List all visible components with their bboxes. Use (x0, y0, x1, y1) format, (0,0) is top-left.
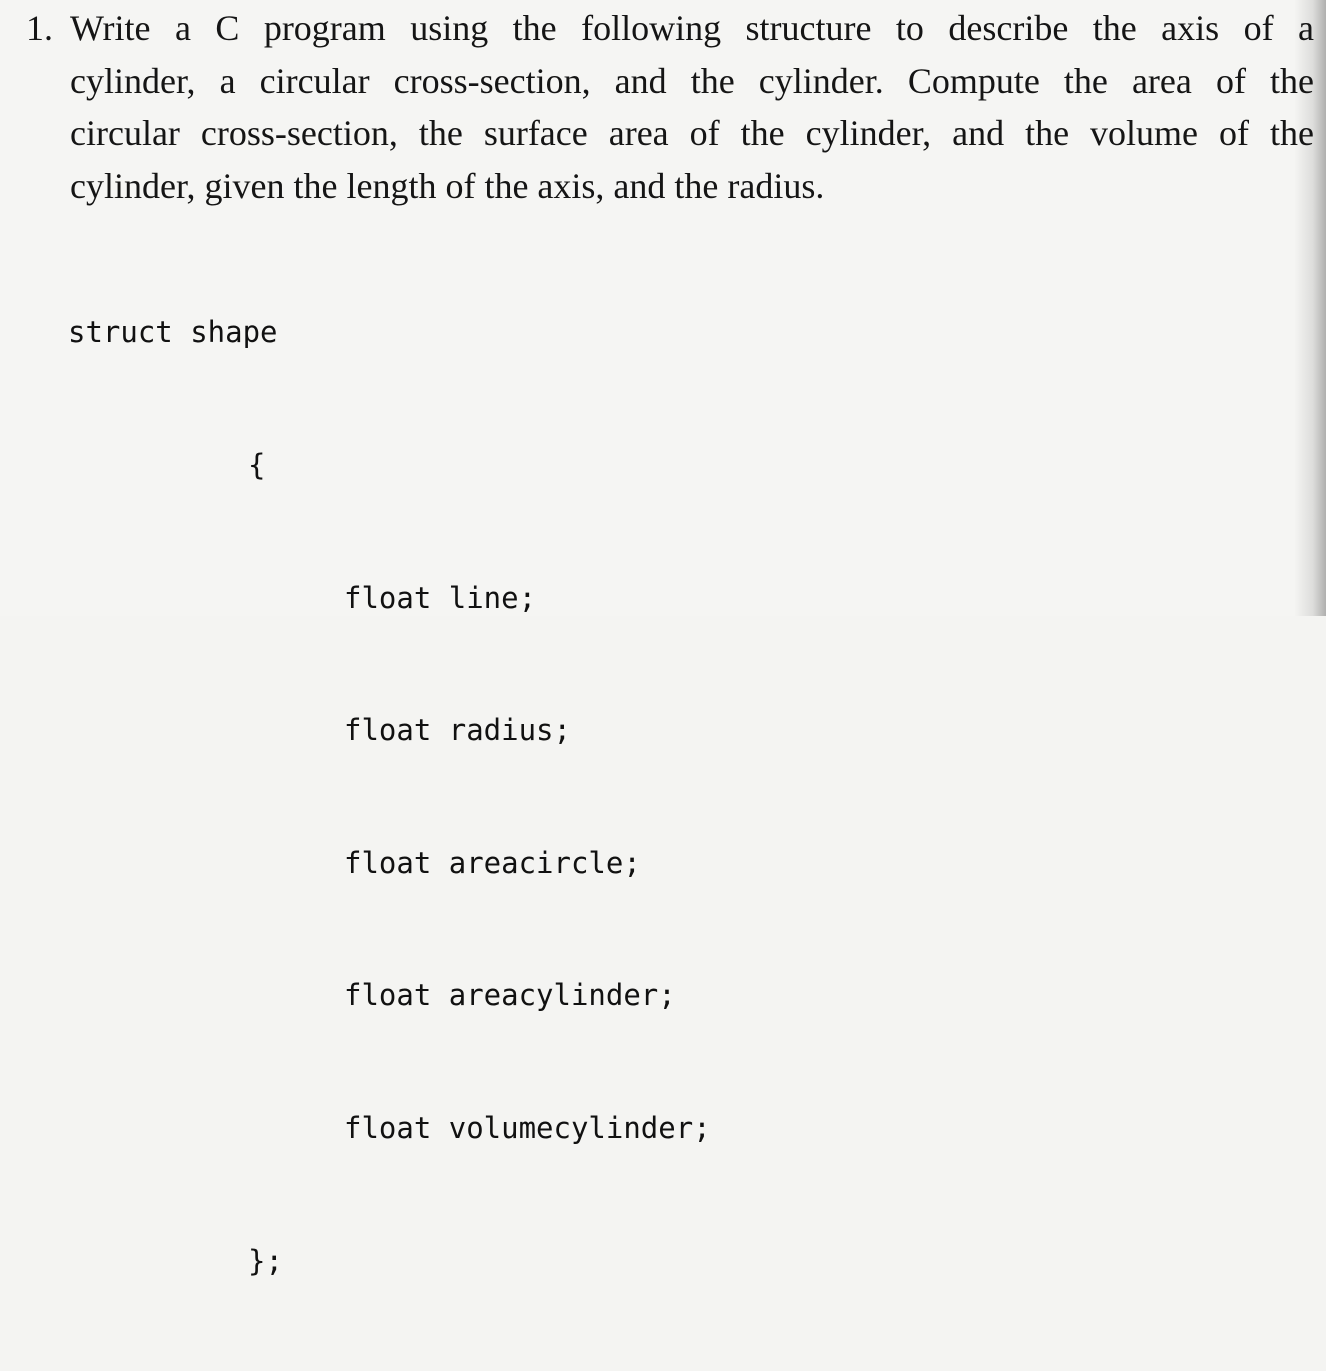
problem-line-1: Write a C program using the following structure to describe the axis of a (70, 8, 1314, 48)
problem-line-4: cylinder, given the length of the axis, and the radius. (70, 165, 825, 206)
close-brace: }; (248, 1243, 283, 1278)
struct-member-areacylinder: float areacylinder; (344, 978, 676, 1013)
code-block (68, 222, 711, 1371)
problem-line-3: circular cross-section, the surface area of the cylinder, and the volume of the (70, 113, 1314, 153)
struct-member-line: float line; (344, 580, 537, 615)
open-brace: { (248, 448, 266, 483)
problem-text (70, 2, 1314, 212)
struct-member-areacircle: float areacircle; (344, 845, 641, 880)
struct-member-radius: float radius; (344, 713, 571, 748)
problem-line-2: cylinder, a circular cross-section, and the cylinder. Compute the area of the (70, 60, 1314, 101)
struct-header: struct shape (68, 315, 278, 350)
problem-number: 1. (26, 8, 53, 48)
struct-member-volumecylinder: float volumecylinder; (344, 1111, 711, 1146)
